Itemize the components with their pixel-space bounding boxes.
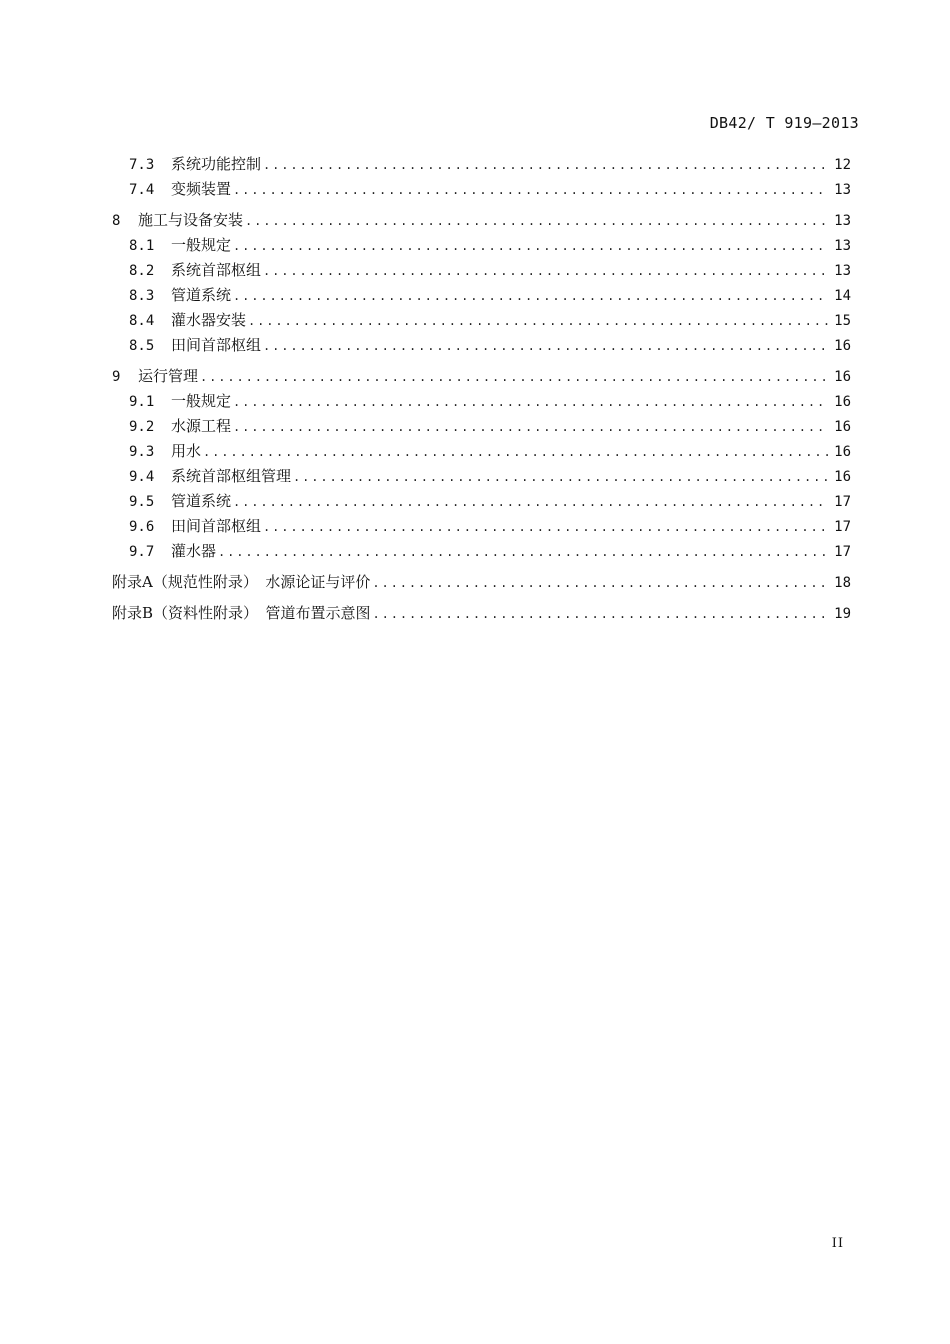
toc-entry[interactable] (112, 414, 851, 439)
toc-entry-number: 9.4 (129, 469, 155, 485)
toc-entry-title: 田间首部枢组 (171, 517, 262, 535)
toc-entry-title: 田间首部枢组 (171, 336, 262, 354)
toc-entry[interactable] (112, 514, 851, 539)
toc-entry[interactable] (112, 333, 851, 358)
page-number: II (831, 1236, 844, 1251)
toc-entry[interactable] (112, 283, 851, 308)
toc-entry-number: 8.5 (129, 338, 155, 354)
toc-entry-page: 17 (834, 544, 851, 560)
toc-dot-leader (293, 465, 829, 490)
toc-entry[interactable] (112, 258, 851, 283)
toc-entry-title: 水源工程 (171, 417, 232, 435)
toc-entry[interactable] (112, 152, 851, 177)
toc-entry-number: 9.6 (129, 519, 155, 535)
toc-entry-page: 13 (834, 238, 851, 254)
toc-entry-page: 16 (834, 394, 851, 410)
toc-entry[interactable] (112, 177, 851, 202)
toc-entry[interactable] (112, 233, 851, 258)
toc-entry-number: 9.2 (129, 419, 155, 435)
toc-entry-number: 9.3 (129, 444, 155, 460)
toc-dot-leader (263, 153, 829, 178)
toc-appendix-entry[interactable] (112, 570, 851, 595)
toc-entry-title: 运行管理 (138, 367, 199, 385)
toc-entry-number: 8.4 (129, 313, 155, 329)
toc-entry-page: 18 (834, 575, 851, 591)
toc-dot-leader (245, 209, 829, 234)
toc-entry-page: 16 (834, 338, 851, 354)
toc-entry-number: 8.1 (129, 238, 155, 254)
toc-entry-title: 管道系统 (171, 286, 232, 304)
toc-entry-page: 17 (834, 494, 851, 510)
toc-entry-title: 变频装置 (171, 180, 232, 198)
toc-entry-title: 一般规定 (171, 392, 232, 410)
toc-dot-leader (263, 259, 829, 284)
toc-entry-title: 附录A（规范性附录） 水源论证与评价 (112, 573, 371, 591)
toc-dot-leader (248, 309, 829, 334)
toc-dot-leader (373, 602, 829, 627)
toc-dot-leader (200, 365, 829, 390)
toc-dot-leader (233, 284, 829, 309)
toc-entry-page: 13 (834, 263, 851, 279)
toc-entry-page: 12 (834, 157, 851, 173)
toc-dot-leader (372, 571, 829, 596)
toc-dot-leader (233, 234, 829, 259)
toc-entry-title: 系统首部枢组 (171, 261, 262, 279)
toc-entry-number: 9.1 (129, 394, 155, 410)
toc-dot-leader (233, 490, 829, 515)
toc-dot-leader (263, 515, 829, 540)
toc-entry-number: 7.3 (129, 157, 155, 173)
toc-entry-page: 13 (834, 213, 851, 229)
toc-dot-leader (233, 178, 829, 203)
toc-entry[interactable] (112, 489, 851, 514)
toc-entry[interactable] (112, 389, 851, 414)
toc-entry-number: 9 (112, 369, 121, 385)
toc-entry-page: 16 (834, 419, 851, 435)
toc-entry-title: 管道系统 (171, 492, 232, 510)
toc-entry-page: 14 (834, 288, 851, 304)
toc-appendix-entry[interactable] (112, 601, 851, 626)
toc-dot-leader (203, 440, 829, 465)
toc-entry-page: 16 (834, 444, 851, 460)
toc-entry[interactable] (112, 364, 851, 389)
document-code: DB42/ T 919—2013 (709, 114, 859, 132)
toc-entry[interactable] (112, 539, 851, 564)
toc-entry[interactable] (112, 208, 851, 233)
toc-entry-title: 附录B（资料性附录） 管道布置示意图 (112, 604, 371, 622)
toc-entry-number: 8 (112, 213, 121, 229)
toc-entry-title: 灌水器安装 (171, 311, 247, 329)
toc-entry-number: 7.4 (129, 182, 155, 198)
toc-dot-leader (233, 415, 829, 440)
toc-entry-page: 16 (834, 369, 851, 385)
toc-entry-title: 施工与设备安装 (138, 211, 244, 229)
toc-entry-page: 15 (834, 313, 851, 329)
toc-dot-leader (218, 540, 829, 565)
toc-entry-number: 9.5 (129, 494, 155, 510)
toc-entry-page: 16 (834, 469, 851, 485)
toc-entry-number: 9.7 (129, 544, 155, 560)
toc-entry-title: 用水 (171, 442, 202, 460)
toc-entry-page: 13 (834, 182, 851, 198)
toc-entry-title: 一般规定 (171, 236, 232, 254)
toc-entry-number: 8.2 (129, 263, 155, 279)
toc-entry-number: 8.3 (129, 288, 155, 304)
toc-entry-page: 17 (834, 519, 851, 535)
toc-entry[interactable] (112, 439, 851, 464)
toc-entry[interactable] (112, 464, 851, 489)
toc-entry-title: 系统功能控制 (171, 155, 262, 173)
toc-dot-leader (263, 334, 829, 359)
table-of-contents (112, 152, 851, 626)
toc-entry[interactable] (112, 308, 851, 333)
toc-entry-page: 19 (834, 606, 851, 622)
toc-entry-title: 系统首部枢组管理 (171, 467, 292, 485)
toc-dot-leader (233, 390, 829, 415)
toc-entry-title: 灌水器 (171, 542, 217, 560)
